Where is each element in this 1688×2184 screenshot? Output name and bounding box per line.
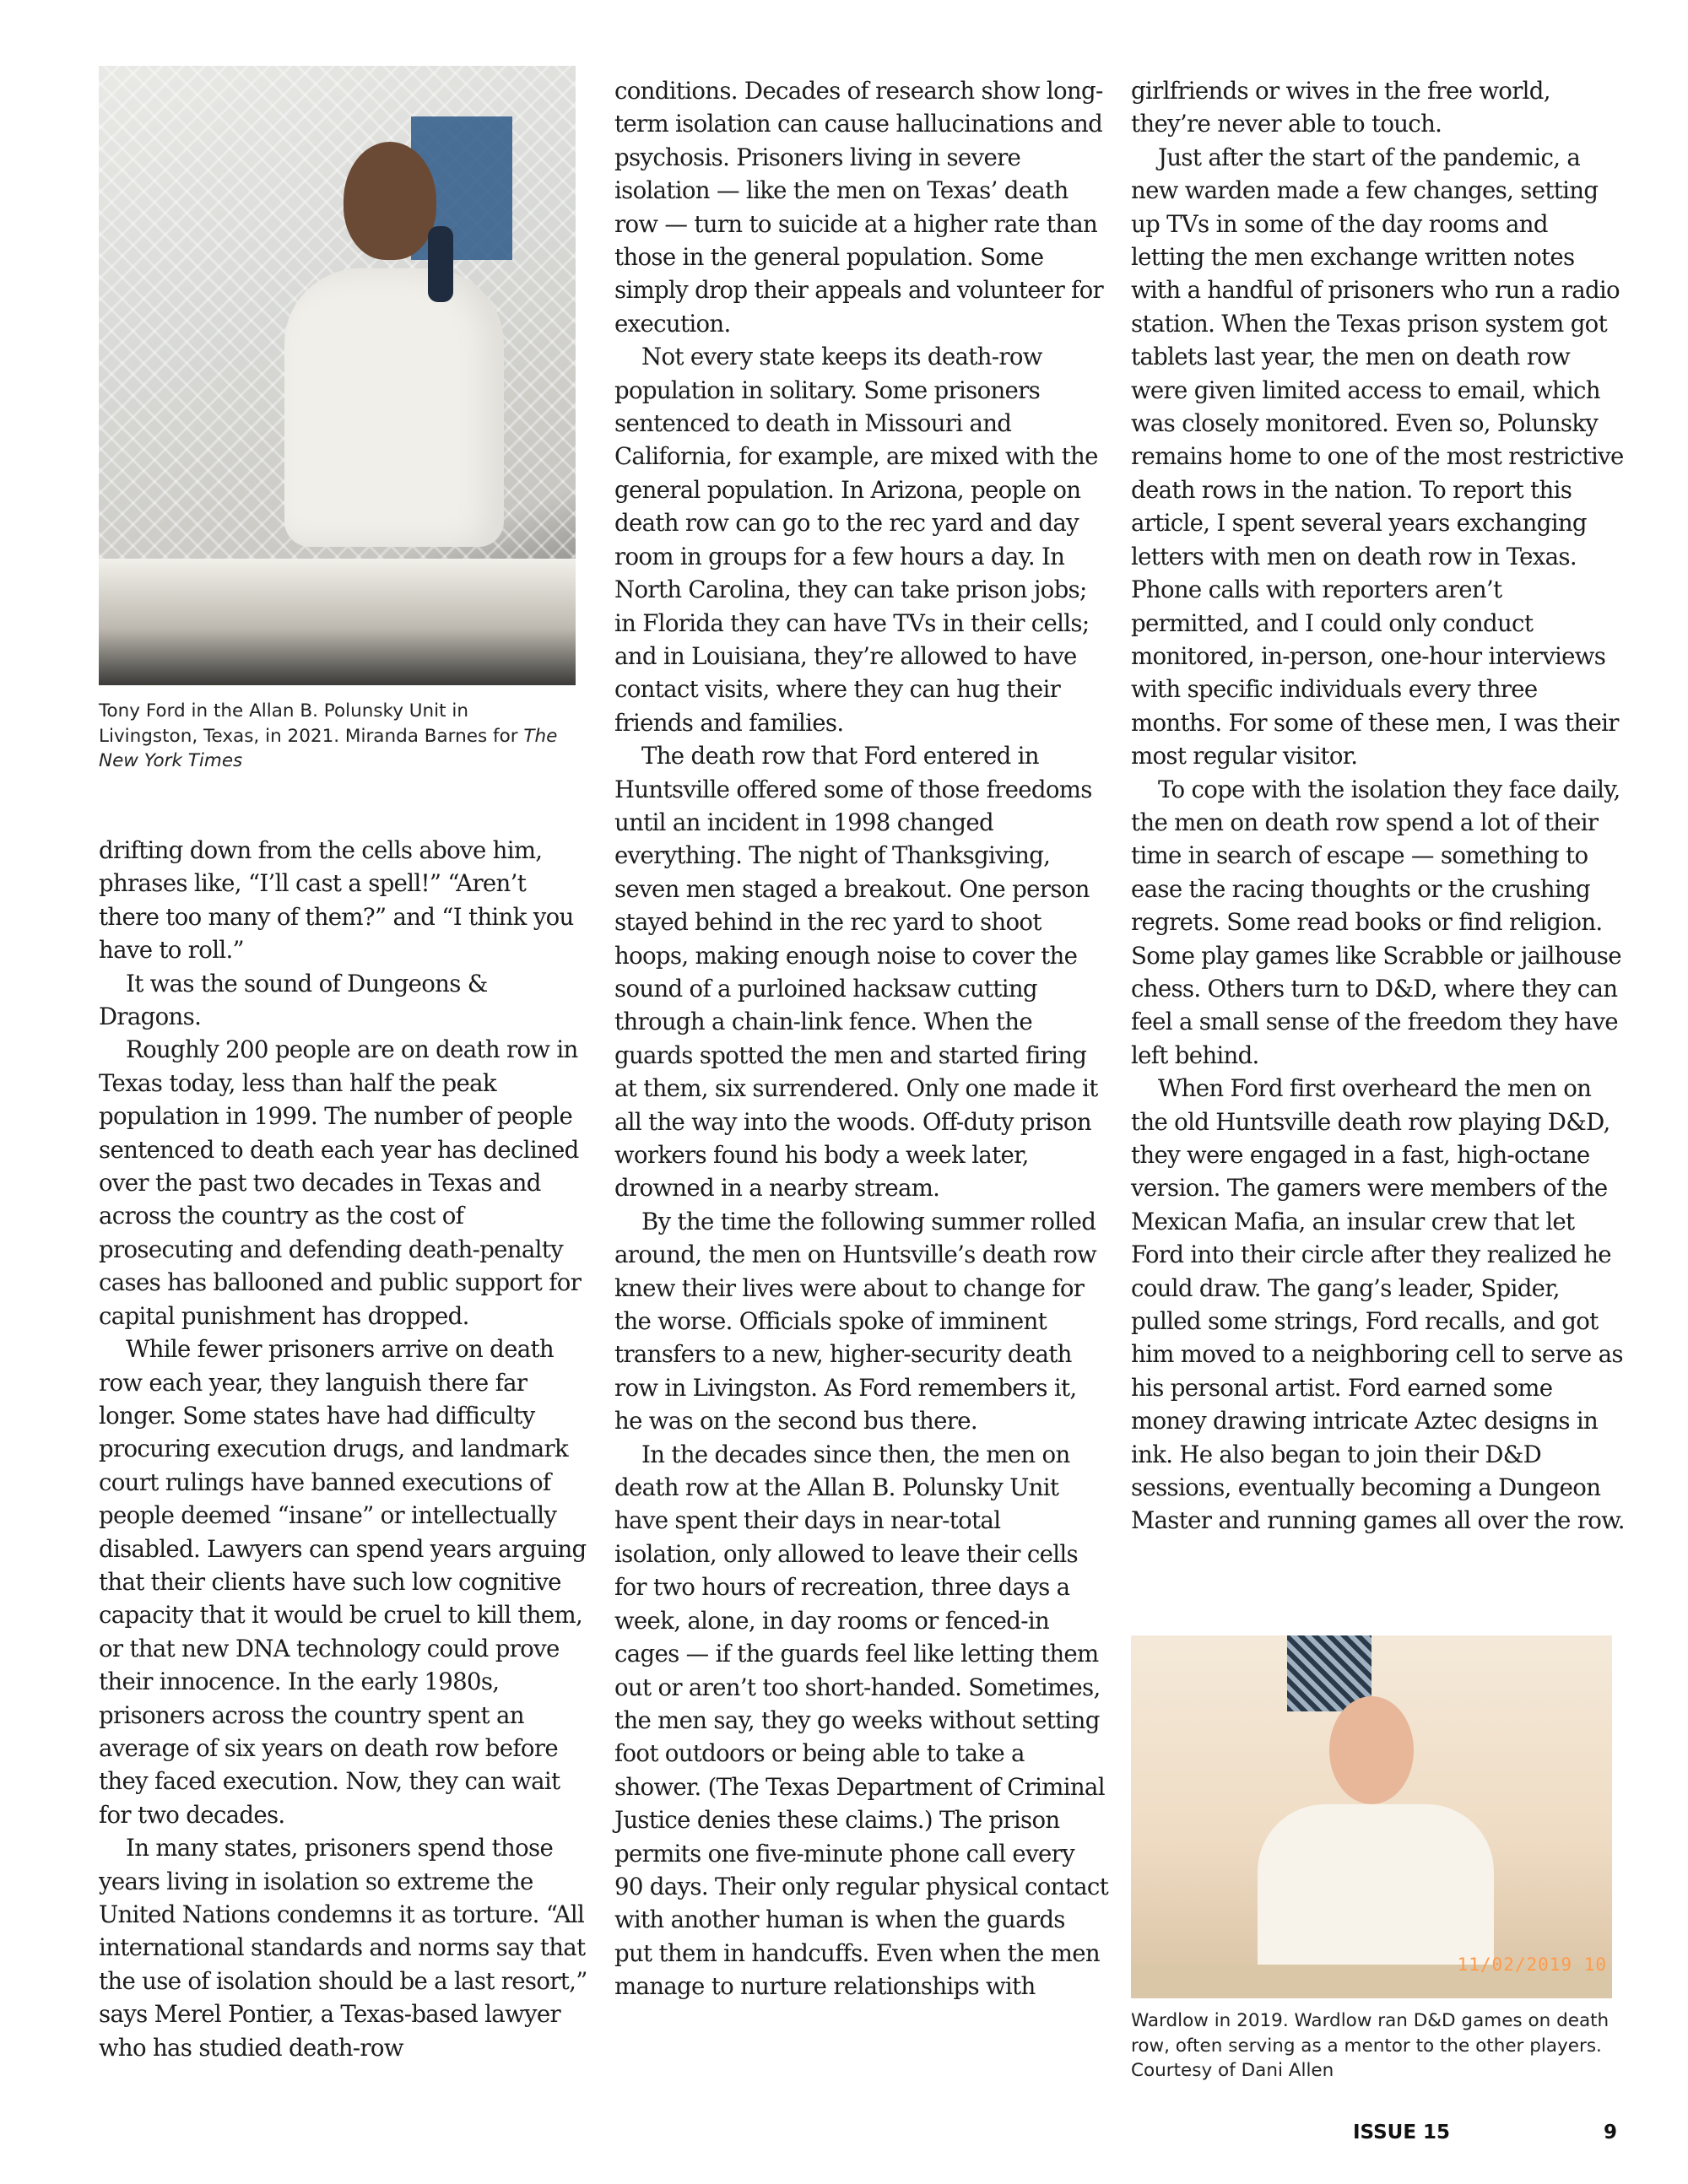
photo-tony-ford [99, 66, 576, 685]
caption-text: Tony Ford in the Allan B. Polunsky Unit in Livingston, Texas, in 2021. Miranda Barnes for [99, 700, 524, 747]
article-column-1 [99, 834, 592, 2064]
white-uniform [284, 268, 504, 547]
paragraph: conditions. Decades of research show long-term isolation can cause hallucinations and psychosis. Prisoners living in severe isolation — like the men on Texas’ death row — turn to suicide at a higher rate than those in the general population. Some simply drop their appeals and volunteer for execution. [614, 77, 1104, 338]
telephone-receiver [428, 226, 453, 302]
paragraph: It was the sound of Dungeons & Dragons. [99, 969, 488, 1031]
caption-credit: The New York Times [99, 725, 558, 771]
paragraph: drifting down from the cells above him, phrases like, “I’ll cast a spell!” “Aren’t there too many of them?” and “I think you have to roll.” [99, 836, 574, 965]
paragraph: While fewer prisoners arrive on death row each year, they languish there far longer. Some states have had difficulty procuring execution drugs, and landmark court rulings have banned executions of people deemed “insane” or intellectually disabled. Lawyers can spend years arguing that their clients have such low cognitive capacity that it would be cruel to kill them, or that new DNA technology could prove their innocence. In the early 1980s, prisoners across the country spent an average of six years on death row before they faced execution. Now, they can wait for two decades. [99, 1335, 587, 1829]
article-column-2 [614, 74, 1108, 2003]
window-ledge [99, 559, 576, 685]
issue-label: ISSUE 15 [1353, 2122, 1451, 2143]
paragraph: When Ford first overheard the men on the old Huntsville death row playing D&D, they were engaged in a fast, high-octane version. The gamers were members of the Mexican Mafia, an insular crew that let Ford into their circle after they realized he could draw. The gang’s leader, Spider, pulled some strings, Ford recalls, and got him moved to a neighboring cell to serve as his personal artist. Ford earned some money drawing intricate Aztec designs in ink. He also began to join their D&D sessions, eventually becoming a Dungeon Master and running games all over the row. [1131, 1074, 1625, 1535]
paragraph: In the decades since then, the men on death row at the Allan B. Polunsky Unit have spent their days in near-total isolation, only allowed to leave their cells for two hours of recreation, three days a week, alone, in day rooms or fenced-in cages — if the guards feel like letting them out or aren’t too short-handed. Sometimes, the men say, they go weeks without setting foot outdoors or being able to take a shower. (The Texas Department of Criminal Justice denies these claims.) The prison permits one five-minute phone call every 90 days. Their only regular physical contact with another human is when the guards put them in handcuffs. Even when the men manage to nurture relationships with [614, 1440, 1108, 2001]
paragraph: Roughly 200 people are on death row in Texas today, less than half the peak population in 1999. The number of people sentenced to death each year has declined over the past two decades in Texas and across the country as the cost of prosecuting and defending death-penalty cases has ballooned and public support for capital punishment has dropped. [99, 1035, 582, 1330]
paragraph: To cope with the isolation they face daily, the men on death row spend a lot of their time in search of escape — something to ease the racing thoughts or the crushing regrets. Some read books or find religion. Some play games like Scrabble or jailhouse chess. Others turn to D&D, where they can feel a small sense of the freedom they have left behind. [1131, 775, 1621, 1069]
photo-caption-wardlow: Wardlow in 2019. Wardlow ran D&D games on death row, often serving as a mentor to the other players. Courtesy of Dani Allen [1131, 2010, 1610, 2081]
paragraph: Just after the start of the pandemic, a new warden made a few changes, setting up TVs in some of the day rooms and letting the men exchange written notes with a handful of prisoners who run a radio station. When the Texas prison system got tablets last year, the men on death row were given limited access to email, which was closely monitored. Even so, Polunsky remains home to one of the most restrictive death rows in the nation. To report this article, I spent several years exchanging letters with men on death row in Texas. Phone calls with reporters aren’t permitted, and I could only conduct monitored, in-person, one-hour interviews with specific individuals every three months. For some of these men, I was their most regular visitor. [1131, 143, 1624, 770]
paragraph: In many states, prisoners spend those years living in isolation so extreme the United Nations condemns it as torture. “All international standards and norms say that the use of isolation should be a last resort,” says Merel Pontier, a Texas-based lawyer who has studied death-row [99, 1834, 587, 2062]
paragraph: Not every state keeps its death-row population in solitary. Some prisoners sentenced to death in Missouri and California, for example, are mixed with the general population. In Arizona, people on death row can go to the rec yard and day room in groups for a few hours a day. In North Carolina, they can take prison jobs; in Florida they can have TVs in their cells; and in Louisiana, they’re allowed to have contact visits, where they can hug their friends and families. [614, 343, 1098, 737]
date-stamp: 11/02/2019 10 [1457, 1954, 1607, 1975]
paragraph: The death row that Ford entered in Huntsville offered some of those freedoms until an incident in 1998 changed everything. The night of Thanksgiving, seven men staged a breakout. One person stayed behind in the rec yard to shoot hoops, making enough noise to cover the sound of a purloined hacksaw cutting through a chain-link fence. When the guards spotted the men and started firing at them, six surrendered. Only one made it all the way into the woods. Off-duty prison workers found his body a week later, drowned in a nearby stream. [614, 742, 1098, 1203]
photo-caption-ford [99, 699, 571, 774]
photo-wardlow [1131, 1635, 1612, 1998]
person-head [344, 142, 436, 260]
paragraph: By the time the following summer rolled around, the men on Huntsville’s death row knew their lives were about to change for the worse. Officials spoke of imminent transfers to a new, higher-security death row in Livingston. As Ford remembers it, he was on the second bus there. [614, 1207, 1096, 1435]
person-head [1329, 1696, 1414, 1804]
page-number: 9 [1604, 2122, 1618, 2143]
article-column-3 [1131, 74, 1625, 1538]
paragraph: girlfriends or wives in the free world, they’re never able to touch. [1131, 77, 1550, 138]
person-figure [284, 142, 504, 547]
